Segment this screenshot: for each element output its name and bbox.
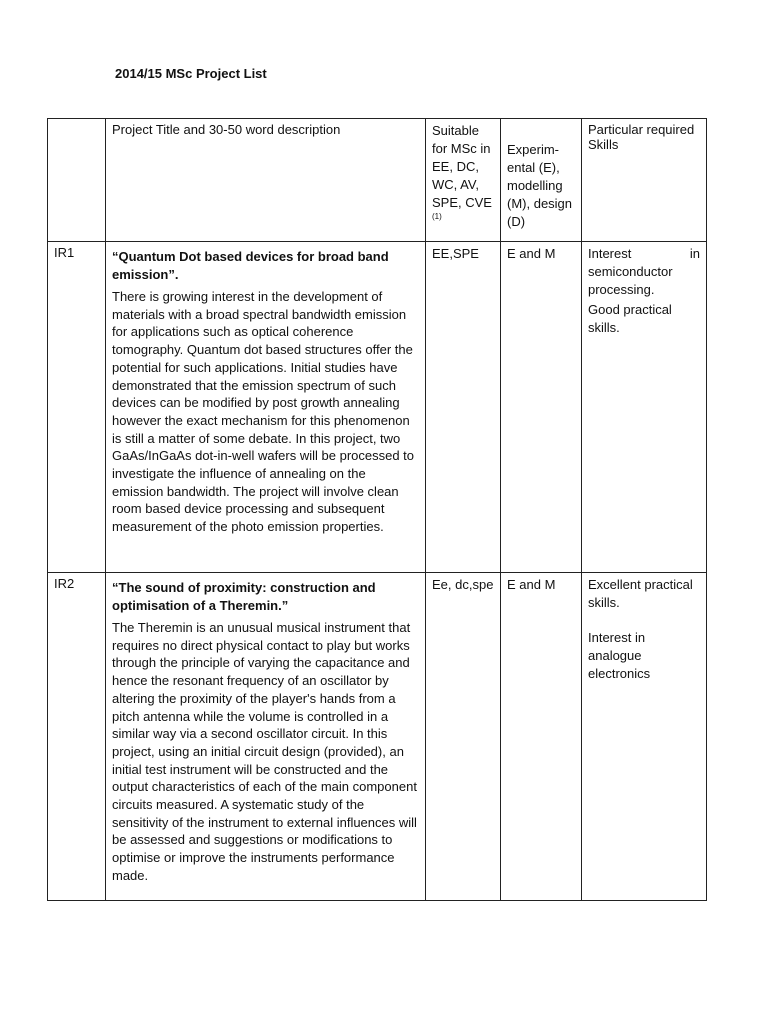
header-suitable-footnote: (1) [432, 212, 442, 221]
skills-line-1 [588, 245, 700, 263]
header-suitable-text: Suitable for MSc in EE, DC, WC, AV, SPE, CVE [432, 123, 492, 210]
suitable-programmes: EE,SPE [426, 242, 501, 573]
table-row [48, 242, 707, 573]
project-title: “Quantum Dot based devices for broad band emission”. [112, 249, 389, 282]
skills-word-end: in [689, 246, 700, 261]
document-title: 2014/15 MSc Project List [115, 66, 267, 81]
project-table [47, 118, 707, 901]
project-cell [106, 242, 426, 573]
header-title-description: Project Title and 30-50 word description [106, 119, 426, 242]
header-experimental-type: Experim-ental (E), modelling (M), design (D) [501, 119, 582, 242]
skills-line-1: Excellent practical skills. [588, 577, 693, 610]
header-suitable-for [426, 119, 501, 242]
skills-line-1-rest: semiconductor processing. [588, 264, 673, 297]
project-title: “The sound of proximity: construction and optimisation of a Theremin.” [112, 580, 376, 613]
skills-word: Interest [588, 246, 632, 261]
skills-line-2: Good practical skills. [588, 302, 672, 335]
skills-line-2: Interest in analogue electronics [588, 630, 651, 681]
project-id: IR2 [48, 573, 106, 901]
project-description: There is growing interest in the development of materials with a broad spectral bandwidth emission for applications such as optical coherence tomography. Quantum dot based structures offer the potential for such applications. Initial studies have demonstrated that the emission spectrum of such devices can be modified by post growth annealing however the exact mechanism for this phenomenon is still a matter of some debate. In this project, two GaAs/InGaAs dot-in-well wafers will be processed to investigate the influence of annealing on the emission bandwidth. The project will involve clean room based device processing and subsequent measurement of the photo emission properties. [112, 289, 415, 535]
project-description: The Theremin is an unusual musical instrument that requires no direct physical contact to play but works through the principle of varying the capacitance and hence the resonant frequency of an oscillator by altering the proximity of the player's hands from a pitch antenna while the volume is controlled in a similar way via a second oscillator circuit. In this project, using an initial circuit design (provided), an initial test instrument will be constructed and the output characteristics of each of the main component circuits measured. A systematic study of the sensitivity of the instrument to external influences will be assessed and suggestions or modifications to optimise or improve the instruments performance made. [112, 620, 417, 883]
header-required-skills: Particular required Skills [582, 119, 707, 242]
project-type: E and M [501, 573, 582, 901]
project-cell [106, 573, 426, 901]
project-id: IR1 [48, 242, 106, 573]
suitable-programmes: Ee, dc,spe [426, 573, 501, 901]
table-row [48, 573, 707, 901]
required-skills [582, 242, 707, 573]
table-header-row [48, 119, 707, 242]
header-id [48, 119, 106, 242]
required-skills [582, 573, 707, 901]
project-type: E and M [501, 242, 582, 573]
